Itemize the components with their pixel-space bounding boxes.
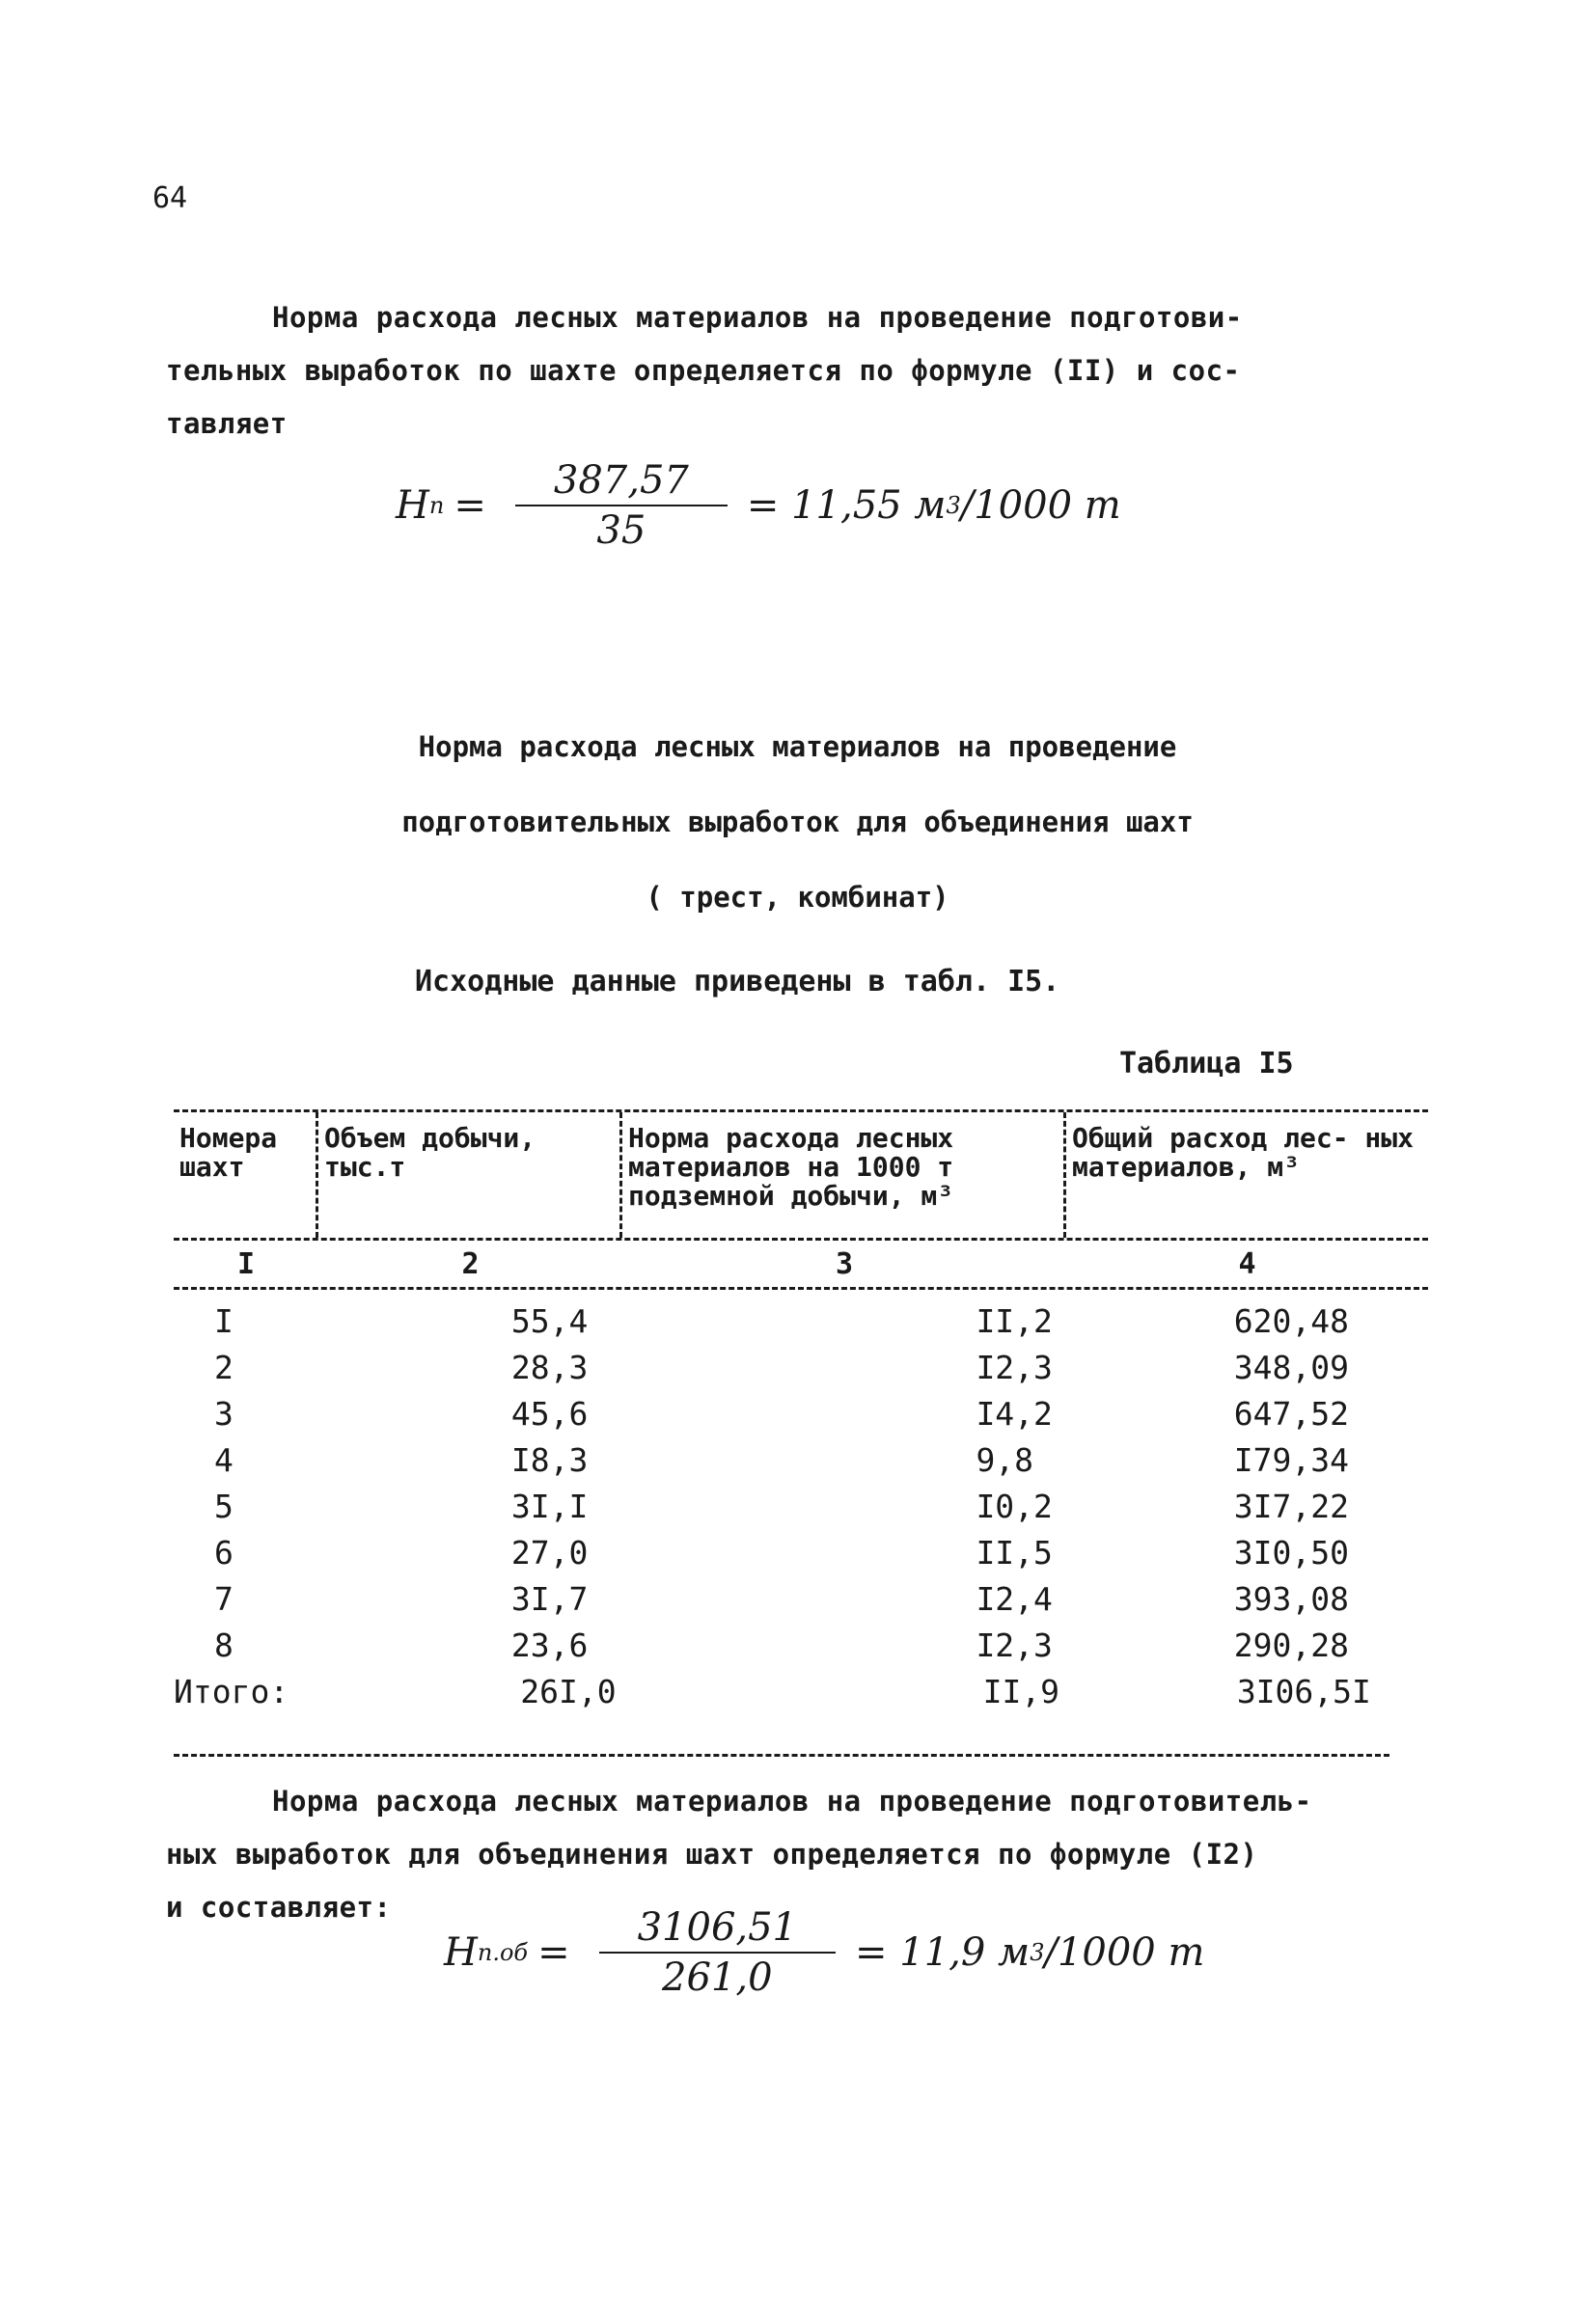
table-row bbox=[174, 1390, 1428, 1436]
cell-total: 3I06,5I bbox=[1236, 1672, 1371, 1710]
header-output-volume: Объем добычи, тыс.т bbox=[318, 1112, 622, 1238]
cell-mine: 5 bbox=[214, 1487, 234, 1525]
cell-total: 393,08 bbox=[1233, 1579, 1349, 1618]
formula-lhs-sub: n bbox=[428, 492, 445, 519]
header-consumption-rate: Норма расхода лесных материалов на 1000 т подземной добычи, м³ bbox=[622, 1112, 1066, 1238]
cell-volume: I8,3 bbox=[510, 1440, 589, 1479]
header-mine-number: Номера шахт bbox=[174, 1112, 318, 1238]
table-header bbox=[174, 1112, 1428, 1238]
conclusion-line: и составляет: bbox=[166, 1891, 392, 1924]
formula-result: = 11,9 м bbox=[855, 1930, 1031, 1975]
data-table bbox=[174, 1109, 1428, 1714]
cell-rate: I4,2 bbox=[976, 1394, 1053, 1433]
cell-volume: 27,0 bbox=[510, 1533, 589, 1572]
column-number: I bbox=[236, 1246, 256, 1281]
intro-line: тавляет bbox=[166, 407, 288, 440]
formula-result: = 11,55 м bbox=[746, 483, 947, 528]
section-title-line: подготовительных выработок для объединения шахт bbox=[401, 806, 1194, 838]
formula-unit-tail: /1000 т bbox=[1044, 1930, 1205, 1975]
cell-total: 620,48 bbox=[1233, 1301, 1349, 1340]
formula-unit-sup: 3 bbox=[1030, 1939, 1045, 1966]
formula-numerator: 387,57 bbox=[515, 458, 728, 506]
formula-fraction bbox=[599, 1905, 836, 2000]
formula-numerator: 3106,51 bbox=[599, 1905, 836, 1954]
cell-rate: II,5 bbox=[976, 1533, 1053, 1572]
formula-2 bbox=[444, 1905, 1204, 2000]
table-row bbox=[174, 1483, 1428, 1529]
table-row bbox=[174, 1575, 1428, 1622]
table-row-total bbox=[174, 1668, 1428, 1714]
formula-lhs-sub: n.об bbox=[477, 1939, 529, 1966]
cell-rate: I2,4 bbox=[976, 1579, 1053, 1618]
table-row bbox=[174, 1622, 1428, 1668]
formula-1 bbox=[396, 458, 1121, 553]
cell-mine: 3 bbox=[214, 1394, 234, 1433]
cell-volume: 45,6 bbox=[510, 1394, 589, 1433]
formula-unit-sup: 3 bbox=[946, 492, 961, 519]
formula-denominator: 261,0 bbox=[662, 1955, 773, 2000]
cell-volume: 23,6 bbox=[510, 1626, 589, 1664]
cell-volume: 55,4 bbox=[510, 1301, 589, 1340]
page-number: 64 bbox=[152, 181, 188, 215]
intro-paragraph bbox=[166, 291, 1420, 451]
table-caption: Таблица I5 bbox=[1119, 1047, 1294, 1080]
cell-rate: I0,2 bbox=[976, 1487, 1053, 1525]
cell-mine: 7 bbox=[214, 1579, 234, 1618]
formula-eq: = bbox=[454, 483, 486, 528]
intro-line: Норма расхода лесных материалов на проведение подготови- bbox=[272, 301, 1243, 334]
column-number: 4 bbox=[1238, 1246, 1256, 1281]
cell-total: I79,34 bbox=[1233, 1440, 1349, 1479]
cell-mine: 8 bbox=[214, 1626, 234, 1664]
cell-rate: I2,3 bbox=[976, 1348, 1053, 1386]
section-title-line: ( трест, комбинат) bbox=[646, 881, 949, 914]
section-title bbox=[251, 709, 1344, 935]
formula-fraction bbox=[515, 458, 728, 553]
cell-rate: II,2 bbox=[976, 1301, 1053, 1340]
source-note: Исходные данные приведены в табл. I5. bbox=[415, 965, 1060, 998]
cell-mine: Итого: bbox=[174, 1672, 289, 1710]
formula-eq: = bbox=[537, 1930, 570, 1975]
column-number: 2 bbox=[461, 1246, 480, 1281]
cell-total: 290,28 bbox=[1233, 1626, 1349, 1664]
cell-total: 348,09 bbox=[1233, 1348, 1349, 1386]
section-title-line: Норма расхода лесных материалов на проведение bbox=[418, 730, 1177, 763]
cell-mine: 2 bbox=[214, 1348, 234, 1386]
header-total-consumption: Общий расход лес- ных материалов, м³ bbox=[1072, 1122, 1415, 1183]
formula-lhs: H bbox=[444, 1930, 478, 1975]
cell-volume: 26I,0 bbox=[520, 1672, 617, 1710]
cell-mine: I bbox=[214, 1301, 234, 1340]
formula-lhs: H bbox=[396, 483, 429, 528]
cell-total: 3I7,22 bbox=[1233, 1487, 1349, 1525]
formula-unit-tail: /1000 т bbox=[960, 483, 1121, 528]
cell-volume: 3I,7 bbox=[510, 1579, 589, 1618]
column-number: 3 bbox=[835, 1246, 854, 1281]
cell-total: 3I0,50 bbox=[1233, 1533, 1349, 1572]
table-body bbox=[174, 1290, 1428, 1714]
table-row bbox=[174, 1529, 1428, 1575]
table-row bbox=[174, 1298, 1428, 1344]
cell-mine: 6 bbox=[214, 1533, 234, 1572]
table-row bbox=[174, 1436, 1428, 1483]
conclusion-line: Норма расхода лесных материалов на проведение подготовитель- bbox=[272, 1785, 1312, 1818]
cell-rate: 9,8 bbox=[976, 1440, 1034, 1479]
cell-total: 647,52 bbox=[1233, 1394, 1349, 1433]
cell-volume: 3I,I bbox=[510, 1487, 589, 1525]
column-numbers-row bbox=[174, 1241, 1428, 1287]
table-bottom-rule bbox=[174, 1754, 1389, 1757]
formula-denominator: 35 bbox=[596, 508, 646, 553]
conclusion-line: ных выработок для объединения шахт определяется по формуле (I2) bbox=[166, 1838, 1258, 1871]
cell-mine: 4 bbox=[214, 1440, 234, 1479]
table-row bbox=[174, 1344, 1428, 1390]
intro-line: тельных выработок по шахте определяется по формуле (II) и сос- bbox=[166, 354, 1241, 387]
cell-rate: II,9 bbox=[982, 1672, 1060, 1710]
cell-volume: 28,3 bbox=[510, 1348, 589, 1386]
cell-rate: I2,3 bbox=[976, 1626, 1053, 1664]
